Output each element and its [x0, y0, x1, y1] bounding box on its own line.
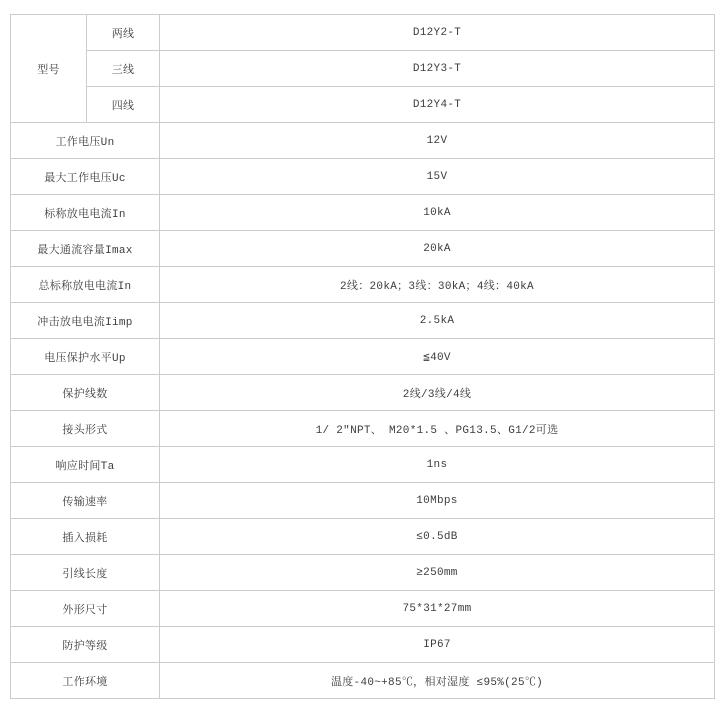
spec-label: 冲击放电电流Iimp [11, 303, 160, 339]
spec-label: 工作电压Un [11, 123, 160, 159]
spec-label: 外形尺寸 [11, 591, 160, 627]
spec-value: 10Mbps [160, 483, 715, 519]
spec-value: 10kA [160, 195, 715, 231]
spec-row [11, 303, 715, 339]
spec-label: 最大工作电压Uc [11, 159, 160, 195]
spec-label: 电压保护水平Up [11, 339, 160, 375]
spec-row [11, 627, 715, 663]
spec-label: 防护等级 [11, 627, 160, 663]
model-row [11, 87, 715, 123]
model-value: D12Y4-T [160, 87, 715, 123]
spec-value: 75*31*27mm [160, 591, 715, 627]
spec-value: 20kA [160, 231, 715, 267]
spec-label: 插入损耗 [11, 519, 160, 555]
spec-label: 总标称放电电流In [11, 267, 160, 303]
spec-label: 标称放电电流In [11, 195, 160, 231]
spec-row [11, 231, 715, 267]
spec-label: 传输速率 [11, 483, 160, 519]
spec-value: IP67 [160, 627, 715, 663]
model-sub-label: 两线 [87, 15, 160, 51]
model-row [11, 15, 715, 51]
spec-label: 接头形式 [11, 411, 160, 447]
spec-value: 温度-40~+85℃，相对湿度 ≤95%(25℃) [160, 663, 715, 699]
spec-row [11, 663, 715, 699]
spec-value: ≥250mm [160, 555, 715, 591]
model-header-cell: 型号 [11, 15, 87, 123]
spec-row [11, 483, 715, 519]
model-sub-label: 三线 [87, 51, 160, 87]
spec-sheet [10, 14, 715, 699]
model-row [11, 51, 715, 87]
spec-row [11, 339, 715, 375]
spec-value: ≤0.5dB [160, 519, 715, 555]
spec-row [11, 375, 715, 411]
spec-label: 保护线数 [11, 375, 160, 411]
spec-value: 1ns [160, 447, 715, 483]
spec-row [11, 123, 715, 159]
spec-row [11, 195, 715, 231]
spec-label: 工作环境 [11, 663, 160, 699]
model-value: D12Y3-T [160, 51, 715, 87]
spec-value: 2.5kA [160, 303, 715, 339]
spec-row [11, 555, 715, 591]
spec-row [11, 519, 715, 555]
model-sub-label: 四线 [87, 87, 160, 123]
spec-row [11, 591, 715, 627]
spec-row [11, 267, 715, 303]
spec-row [11, 159, 715, 195]
spec-value: 15V [160, 159, 715, 195]
spec-label: 响应时间Ta [11, 447, 160, 483]
spec-value: 12V [160, 123, 715, 159]
spec-label: 最大通流容量Imax [11, 231, 160, 267]
spec-table [10, 14, 715, 699]
spec-row [11, 447, 715, 483]
spec-label: 引线长度 [11, 555, 160, 591]
model-value: D12Y2-T [160, 15, 715, 51]
spec-value: 2线/3线/4线 [160, 375, 715, 411]
spec-value: ≦40V [160, 339, 715, 375]
spec-value: 2线：20kA；3线：30kA；4线：40kA [160, 267, 715, 303]
spec-row [11, 411, 715, 447]
spec-value: 1/ 2″NPT、 M20*1.5 、PG13.5、G1/2可选 [160, 411, 715, 447]
